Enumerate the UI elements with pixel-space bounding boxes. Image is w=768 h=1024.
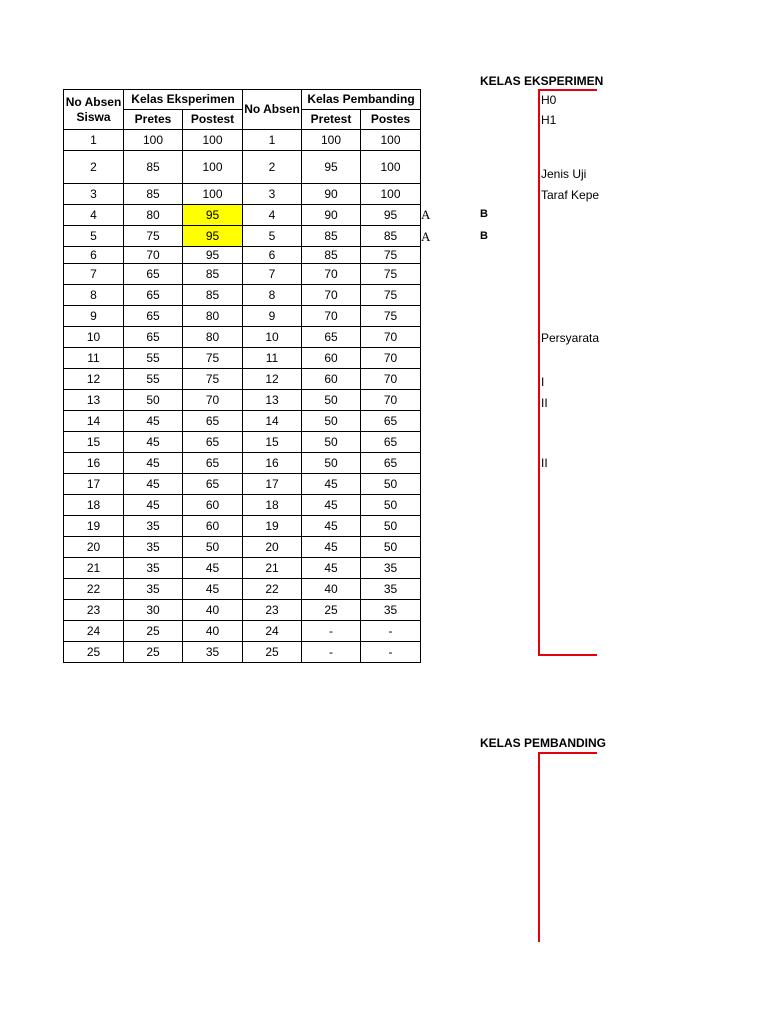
header-no-absen-siswa [64,90,124,130]
cell-postest: 65 [183,411,243,432]
cell-no-absen-pembanding: 15 [243,432,302,453]
cell-no-absen-pembanding: 6 [243,247,302,264]
table-row [64,495,421,516]
kelas-eksperimen-title: KELAS EKSPERIMEN [480,74,604,88]
cell-postes: 75 [361,285,421,306]
cell-postes: 35 [361,558,421,579]
eksperimen-bracket-bottom [538,654,597,656]
cell-no-absen-pembanding: 12 [243,369,302,390]
cell-postes: 75 [361,247,421,264]
cell-no-absen-pembanding: 13 [243,390,302,411]
cell-no-absen-pembanding: 14 [243,411,302,432]
cell-no-absen-pembanding: 25 [243,642,302,663]
cell-pretes: 30 [124,600,183,621]
cell-postes: - [361,642,421,663]
cell-pretest: 60 [302,348,361,369]
cell-pretes: 80 [124,205,183,226]
cell-pretes: 45 [124,432,183,453]
pembanding-bracket-top [538,752,597,754]
marker-a-2: A [421,229,431,244]
cell-no-absen-pembanding: 10 [243,327,302,348]
cell-pretes: 55 [124,369,183,390]
cell-postes: 35 [361,579,421,600]
cell-postes: 65 [361,411,421,432]
table-row [64,264,421,285]
pembanding-bracket-vertical [538,752,540,942]
table-row [64,474,421,495]
kelas-pembanding-title: KELAS PEMBANDING [480,736,607,750]
cell-no-absen: 15 [64,432,124,453]
cell-no-absen: 2 [64,151,124,184]
cell-no-absen: 6 [64,247,124,264]
cell-no-absen-pembanding: 8 [243,285,302,306]
marker-a-1: A [421,207,431,222]
cell-no-absen: 7 [64,264,124,285]
cell-postest: 45 [183,579,243,600]
cell-no-absen-pembanding: 7 [243,264,302,285]
cell-no-absen: 19 [64,516,124,537]
cell-postest: 100 [183,184,243,205]
cell-no-absen-pembanding: 16 [243,453,302,474]
cell-pretes: 35 [124,579,183,600]
cell-postes: 95 [361,205,421,226]
cell-no-absen-pembanding: 17 [243,474,302,495]
table-row [64,642,421,663]
cell-pretes: 65 [124,285,183,306]
table-row [64,579,421,600]
roman-i-label: I [541,375,545,389]
header-no-absen-line2: Siswa [76,109,111,124]
cell-postest: 40 [183,621,243,642]
marker-b-2: B [480,230,488,242]
cell-postest: 65 [183,474,243,495]
cell-pretes: 85 [124,151,183,184]
table-row [64,151,421,184]
cell-no-absen-pembanding: 2 [243,151,302,184]
cell-no-absen-pembanding: 1 [243,130,302,151]
cell-postes: 75 [361,264,421,285]
header-no-absen-line1: No Absen [65,94,122,109]
cell-postest: 95 [183,205,243,226]
cell-no-absen-pembanding: 20 [243,537,302,558]
cell-pretest: 95 [302,151,361,184]
cell-postes: 50 [361,516,421,537]
cell-pretest: 45 [302,516,361,537]
cell-no-absen: 16 [64,453,124,474]
table-row [64,411,421,432]
cell-no-absen-pembanding: 19 [243,516,302,537]
cell-no-absen: 12 [64,369,124,390]
cell-pretes: 65 [124,264,183,285]
cell-no-absen: 23 [64,600,124,621]
cell-postes: 85 [361,226,421,247]
table-row [64,348,421,369]
cell-postes: 70 [361,327,421,348]
cell-postes: 70 [361,348,421,369]
cell-no-absen-pembanding: 21 [243,558,302,579]
header-no-absen: No Absen [243,90,302,130]
cell-pretes: 35 [124,516,183,537]
cell-postest: 60 [183,495,243,516]
cell-postes: 50 [361,495,421,516]
cell-pretest: - [302,621,361,642]
taraf-kepe-label: Taraf Kepe [541,188,600,202]
cell-no-absen: 1 [64,130,124,151]
h1-label: H1 [541,113,557,127]
cell-postest: 45 [183,558,243,579]
cell-pretest: 90 [302,205,361,226]
table-row [64,184,421,205]
cell-pretest: 50 [302,432,361,453]
cell-pretes: 100 [124,130,183,151]
cell-postes: 75 [361,306,421,327]
cell-pretest: 70 [302,306,361,327]
cell-no-absen: 25 [64,642,124,663]
cell-no-absen: 21 [64,558,124,579]
cell-pretest: - [302,642,361,663]
cell-no-absen-pembanding: 22 [243,579,302,600]
table-row [64,306,421,327]
cell-postest: 100 [183,151,243,184]
cell-pretes: 45 [124,495,183,516]
header-kelas-pembanding: Kelas Pembanding [302,90,421,110]
cell-pretes: 35 [124,558,183,579]
roman-ii-label-1: II [541,396,548,410]
cell-pretest: 50 [302,411,361,432]
cell-no-absen: 13 [64,390,124,411]
table-row [64,453,421,474]
cell-pretest: 65 [302,327,361,348]
cell-pretes: 45 [124,411,183,432]
h0-label: H0 [541,93,557,107]
cell-pretest: 60 [302,369,361,390]
cell-pretes: 45 [124,474,183,495]
persyarata-label: Persyarata [541,331,600,345]
cell-pretest: 70 [302,264,361,285]
cell-postest: 40 [183,600,243,621]
table-row [64,621,421,642]
cell-pretest: 50 [302,390,361,411]
marker-b-1: B [480,208,488,220]
cell-postest: 80 [183,327,243,348]
cell-postes: 65 [361,432,421,453]
cell-no-absen: 5 [64,226,124,247]
cell-no-absen: 8 [64,285,124,306]
score-table [63,89,421,663]
cell-no-absen: 18 [64,495,124,516]
cell-postes: 100 [361,130,421,151]
cell-pretes: 65 [124,327,183,348]
cell-postest: 70 [183,390,243,411]
cell-postest: 50 [183,537,243,558]
cell-postest: 75 [183,369,243,390]
table-row [64,247,421,264]
cell-pretes: 45 [124,453,183,474]
cell-no-absen: 17 [64,474,124,495]
cell-pretest: 45 [302,558,361,579]
cell-postest: 80 [183,306,243,327]
header-pretes: Pretes [124,110,183,130]
cell-postes: - [361,621,421,642]
cell-no-absen: 20 [64,537,124,558]
cell-pretes: 75 [124,226,183,247]
cell-pretest: 25 [302,600,361,621]
cell-pretes: 85 [124,184,183,205]
cell-postest: 65 [183,432,243,453]
cell-no-absen-pembanding: 23 [243,600,302,621]
cell-no-absen-pembanding: 3 [243,184,302,205]
cell-pretest: 50 [302,453,361,474]
jenis-uji-label: Jenis Uji [541,167,587,181]
cell-pretes: 50 [124,390,183,411]
cell-postest: 85 [183,285,243,306]
table-row [64,226,421,247]
cell-postest: 100 [183,130,243,151]
table-row [64,558,421,579]
eksperimen-bracket-vertical [538,89,540,656]
cell-postes: 70 [361,369,421,390]
cell-pretest: 40 [302,579,361,600]
cell-pretest: 45 [302,537,361,558]
header-postes: Postes [361,110,421,130]
cell-no-absen: 24 [64,621,124,642]
table-row [64,327,421,348]
cell-pretest: 100 [302,130,361,151]
cell-no-absen-pembanding: 5 [243,226,302,247]
table-row [64,516,421,537]
cell-no-absen: 11 [64,348,124,369]
cell-no-absen: 22 [64,579,124,600]
cell-no-absen-pembanding: 24 [243,621,302,642]
cell-postest: 95 [183,247,243,264]
table-row [64,369,421,390]
cell-postest: 75 [183,348,243,369]
cell-postest: 95 [183,226,243,247]
cell-postest: 60 [183,516,243,537]
cell-postes: 70 [361,390,421,411]
cell-no-absen: 10 [64,327,124,348]
cell-postest: 65 [183,453,243,474]
cell-no-absen-pembanding: 9 [243,306,302,327]
cell-postes: 100 [361,151,421,184]
cell-postes: 35 [361,600,421,621]
cell-no-absen-pembanding: 11 [243,348,302,369]
cell-pretes: 55 [124,348,183,369]
cell-pretes: 25 [124,642,183,663]
cell-no-absen: 9 [64,306,124,327]
table-row [64,390,421,411]
table-row [64,600,421,621]
table-row [64,537,421,558]
cell-postest: 35 [183,642,243,663]
cell-pretest: 85 [302,226,361,247]
cell-postes: 50 [361,474,421,495]
cell-postes: 50 [361,537,421,558]
roman-ii-label-2: II [541,456,548,470]
cell-pretest: 85 [302,247,361,264]
cell-pretest: 45 [302,495,361,516]
cell-postest: 85 [183,264,243,285]
table-row [64,285,421,306]
cell-no-absen: 4 [64,205,124,226]
cell-no-absen-pembanding: 18 [243,495,302,516]
cell-pretes: 65 [124,306,183,327]
cell-postes: 100 [361,184,421,205]
header-postest: Postest [183,110,243,130]
table-row [64,432,421,453]
header-kelas-eksperimen: Kelas Eksperimen [124,90,243,110]
table-row [64,130,421,151]
cell-no-absen: 3 [64,184,124,205]
cell-pretes: 25 [124,621,183,642]
table-row [64,205,421,226]
eksperimen-bracket-top [538,89,597,91]
cell-no-absen: 14 [64,411,124,432]
cell-pretest: 45 [302,474,361,495]
cell-no-absen-pembanding: 4 [243,205,302,226]
cell-pretes: 35 [124,537,183,558]
cell-postes: 65 [361,453,421,474]
cell-pretest: 90 [302,184,361,205]
cell-pretest: 70 [302,285,361,306]
header-pretest: Pretest [302,110,361,130]
cell-pretes: 70 [124,247,183,264]
